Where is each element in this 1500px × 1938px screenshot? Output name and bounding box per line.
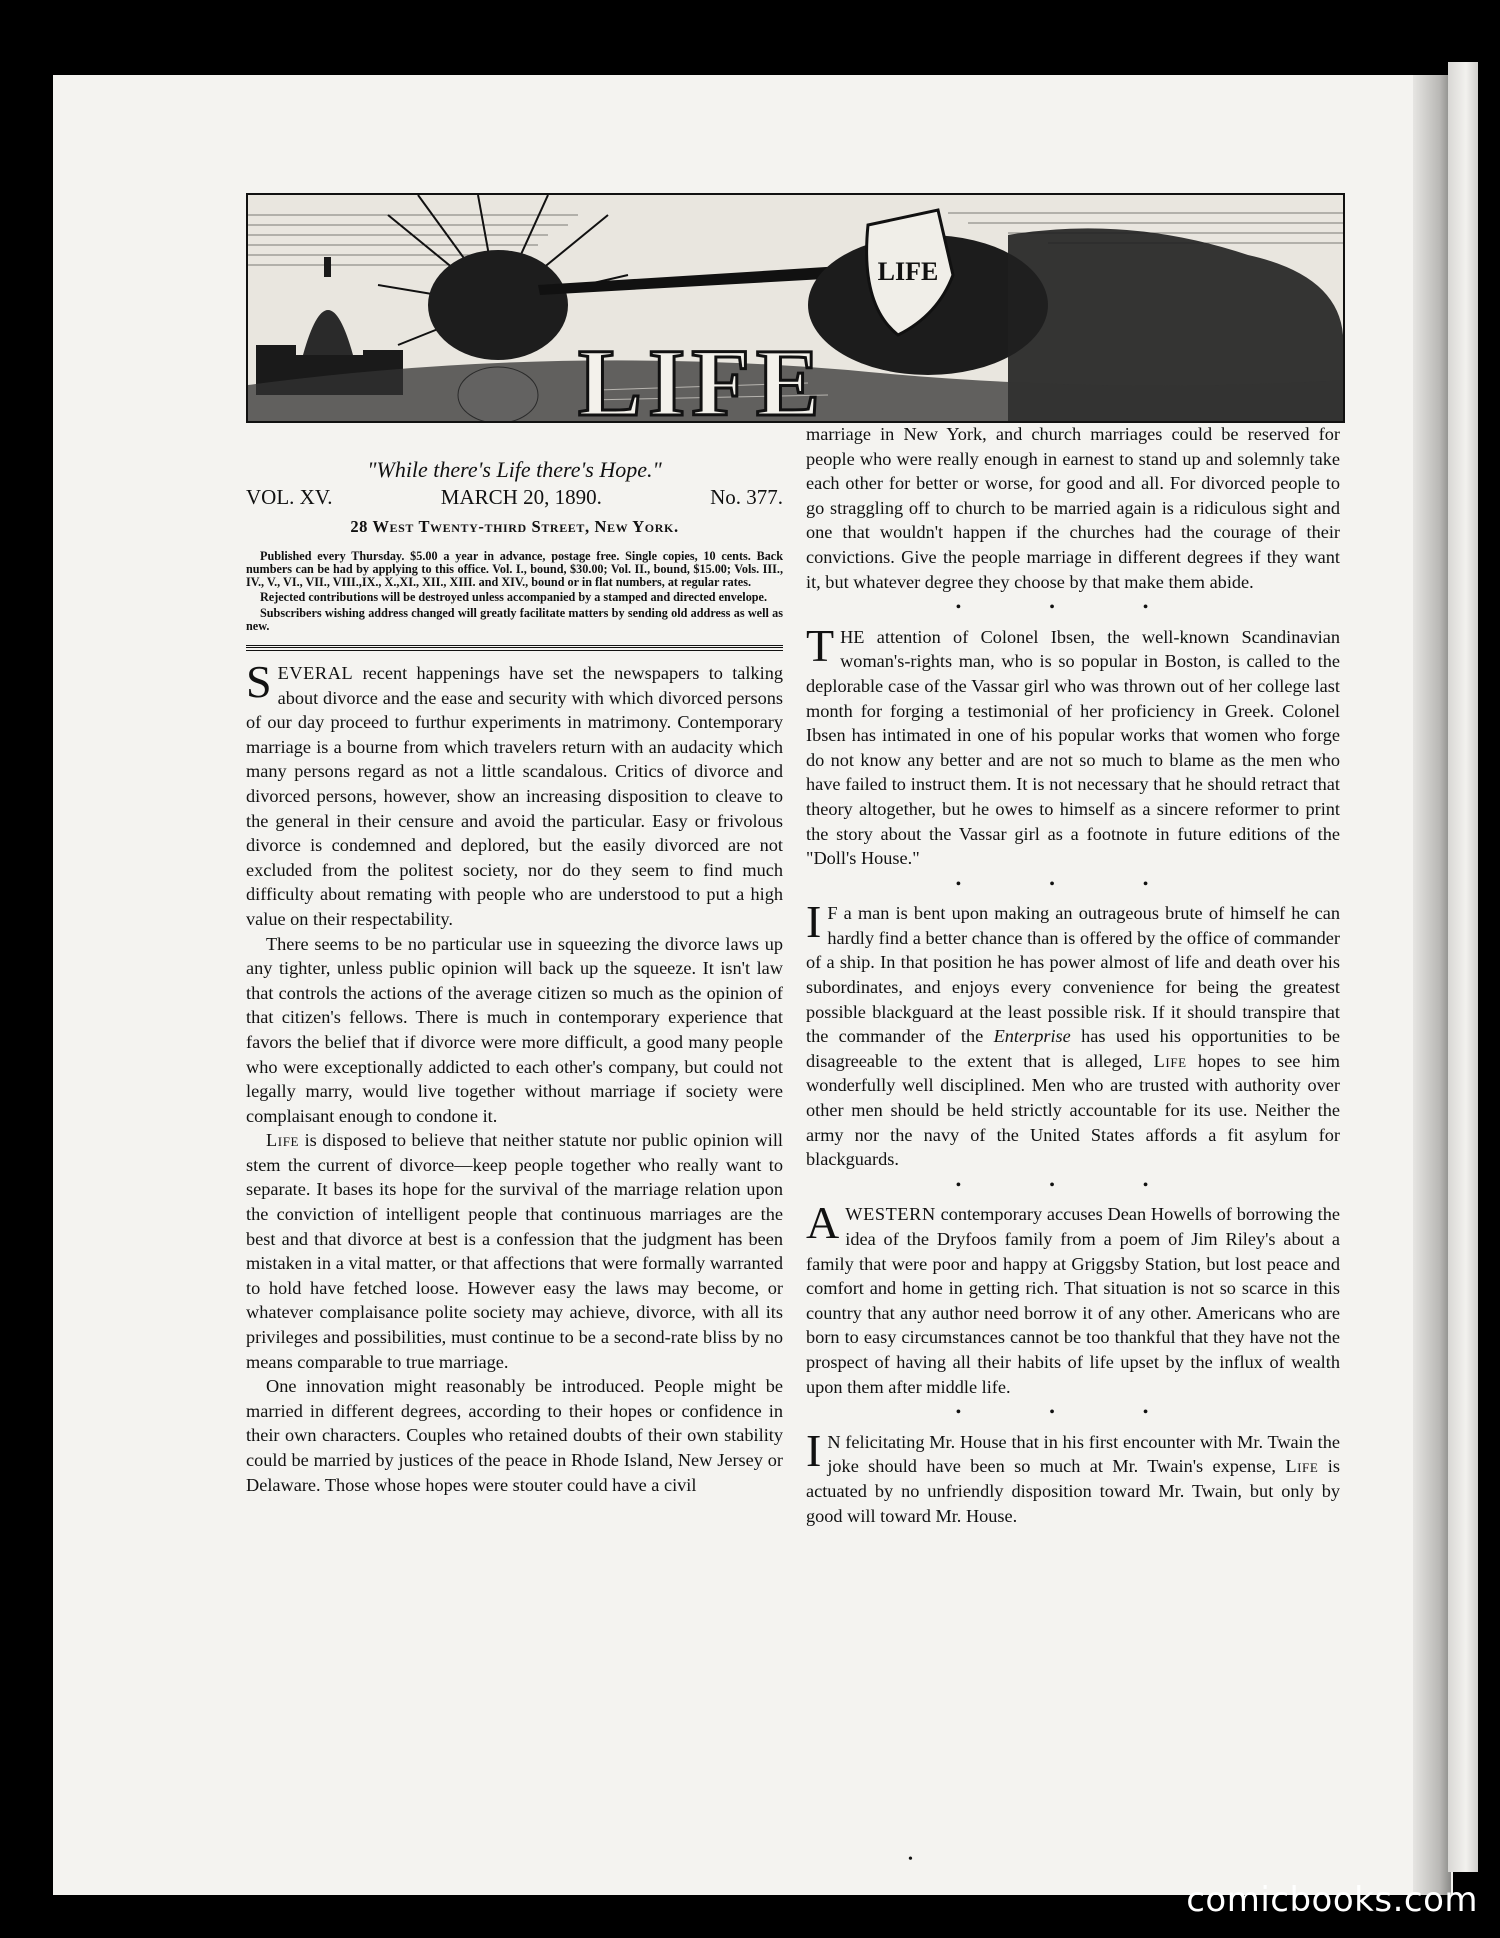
section-separator: • • •: [955, 875, 1191, 893]
life-name: Life: [1285, 1456, 1319, 1477]
publication-notice: [246, 550, 783, 633]
contributions-notice: Rejected contributions will be destroyed unless accompanied by a stamped and directed envelope.: [260, 590, 768, 605]
paragraph-text: HE attention of Colonel Ibsen, the well-known Scandinavian woman's-rights man, who is so popular in Boston, is called to the deplorable case of the Vassar girl who was thrown out of her college last month for forging a testimonial of her proficiency in Greek. Colonel Ibsen has intimated in one of his popular works that women who forge do not know any better and are not so much to blame as the men who have failed to instruct them. It is not necessary that he should retract that theory altogether, but he owes to himself as a sincere reformer to print the story about the Vassar girl as a footnote in future editions of the "Doll's House.": [806, 626, 1340, 869]
section-separator: • • •: [955, 1176, 1191, 1194]
motto: "While there's Life there's Hope.": [367, 457, 662, 482]
subscription-notice: Published every Thursday. $5.00 a year in advance, postage free. Single copies, 10 cents. Back numbers can be had by applying to this office. Vol. I., bound, $30.00; Vol. II., bound, $15.00; Vols. III., IV., V., VI., VII., VIII.,IX., X.,XI., XII., XIII. and XIV., bound or in flat numbers, at regular rates.: [246, 548, 783, 590]
paragraph-text: F a man is bent upon making an outrageous brute of himself he can hardly find a better chance than is offered by the office of commander of a ship. In that position he has power almost of life and death over his subordinates, and enjoys every convenience for being the greatest possible blackguard at the least possible risk. If it should transpire that the commander of the: [806, 903, 1340, 1047]
paragraph-text: has used his opportunities to be disagreeable to the extent that is alleged,: [806, 1026, 1340, 1071]
drop-cap: S: [246, 656, 272, 707]
divorce-paragraph-2: There seems to be no particular use in squeezing the divorce laws up any tighter, unless public opinion will back up the squeeze. It isn't law that controls the actions of the average citizen so much as the opinion of that citizen's fellows. There is much in contemporary experience that favors the belief that if divorce were more difficult, a good many people who were exceptionally addicted to each other's company, but could not legally marry, would live together without marriage if society were complaisant enough to condone it.: [246, 933, 783, 1126]
paragraph-text: hopes to see him wonderfully well disciplined. Men who are trusted with authority over other men should be held strictly accountable for its use. Neither the army nor the navy of the United States affords a fit asylum for blackguards.: [806, 1050, 1340, 1170]
double-rule-divider: [246, 645, 783, 651]
life-logo: LIFE: [578, 329, 827, 421]
paragraph-text: N felicitating Mr. House that in his first encounter with Mr. Twain the joke should have been so much at Mr. Twain's expense,: [827, 1431, 1340, 1477]
howells-paragraph: [806, 1197, 1340, 1399]
marriage-continuation: marriage in New York, and church marriages could be reserved for people who were really enough in earnest to stand up and solemnly take each other for better or worse, for good and all. For divorced people to go straggling off to church to be married again is a ridiculous sight and one that wouldn't happen if the churches had the courage of their convictions. Give the people marriage in different degrees if they want it, but whatever degree they choose by that make them abide.: [806, 424, 1340, 592]
ship-name: Enterprise: [993, 1026, 1071, 1047]
masthead-illustration: [246, 193, 1345, 423]
issue-date: MARCH 20, 1890.: [440, 484, 602, 509]
lead-word: WESTERN: [845, 1204, 936, 1225]
site-watermark: comicbooks.com: [1186, 1880, 1478, 1920]
divorce-paragraph-3: [246, 1128, 783, 1374]
twain-paragraph: [806, 1424, 1340, 1528]
drop-cap: A: [806, 1197, 840, 1249]
page-gutter-shadow: [1413, 75, 1451, 1895]
next-page-edge: [1448, 62, 1478, 1872]
paragraph-text: is disposed to believe that neither statute nor public opinion will stem the current of divorce—keep people together who really want to separate. It bases its hope for the survival of the marriage relation upon the conviction of intelligent people that continuous marriages are the best and that divorce at best is a confession that the judgment has been mistaken in a vital matter, or that affections that were formally warranted to hold have fetched loose. However easy the laws may become, or whatever complaisance polite society may achieve, divorce, with all its privileges and possibilities, must continue to be a second-rate bliss by no means comparable to true marriage.: [246, 1130, 783, 1372]
divorce-paragraph-1: [246, 656, 783, 932]
ibsen-paragraph: [806, 619, 1340, 871]
life-name: Life: [266, 1130, 300, 1151]
shield-label: LIFE: [877, 257, 939, 286]
lead-word: EVERAL: [277, 663, 354, 683]
office-address: 28 West Twenty-third Street, New York.: [350, 517, 679, 537]
paragraph-text: recent happenings have set the newspapers to talking about divorce and the ease and security with which divorced persons of our day proceed to furthur experiments in matrimony. Contemporary marriage is a bourne from which travelers return with an audacity which many persons regard as not a little scandalous. Critics of divorce and divorced persons, however, show an increasing disposition to cleave to the general in their censure and avoid the particular. Easy or frivolous divorce is condemned and deplored, but the easily divorced are not excluded from the politest society, nor do they seem to find much difficulty about remating with people who are understood to put a high value on their respectability.: [246, 663, 783, 929]
drop-cap: T: [806, 619, 835, 671]
drop-cap: I: [806, 896, 822, 948]
address-change-notice: Subscribers wishing address changed will greatly facilitate matters by sending old address as well as new.: [246, 605, 783, 633]
ship-commander-paragraph: [806, 896, 1340, 1172]
life-name: Life: [1153, 1050, 1187, 1071]
right-column: [806, 422, 1340, 1528]
page-footer-mark: •: [908, 1852, 913, 1867]
volume-number: VOL. XV.: [246, 484, 333, 509]
left-column: [246, 452, 783, 1497]
drop-cap: I: [806, 1424, 822, 1476]
divorce-paragraph-4: One innovation might reasonably be introduced. People might be married in different degrees, according to their hopes or confidence in their own characters. Couples who retained doubts of their own stability could be married by justices of the peace in Rhode Island, New Jersey or Delaware. Those whose hopes were stouter could have a civil: [246, 1376, 783, 1495]
section-separator: • • •: [955, 1404, 1191, 1422]
paragraph-text: is actuated by no unfriendly disposition toward Mr. Twain, but only by good will toward Mr. House.: [806, 1456, 1340, 1526]
paragraph-text: contemporary accuses Dean Howells of borrowing the idea of the Dryfoos family from a poem of Jim Riley's about a family that were poor and happy at Griggsby Station, but lost peace and comfort and home in getting rich. That situation is not so scarce in this country that any author need borrow it of any other. Americans who are born to easy circumstances cannot be too thankful that they have not the prospect of having all their habits of life upset by the influx of wealth upon them after middle life.: [806, 1204, 1340, 1397]
issue-line: [246, 485, 783, 510]
issue-number: No. 377.: [710, 484, 783, 509]
section-separator: • • •: [955, 599, 1191, 617]
